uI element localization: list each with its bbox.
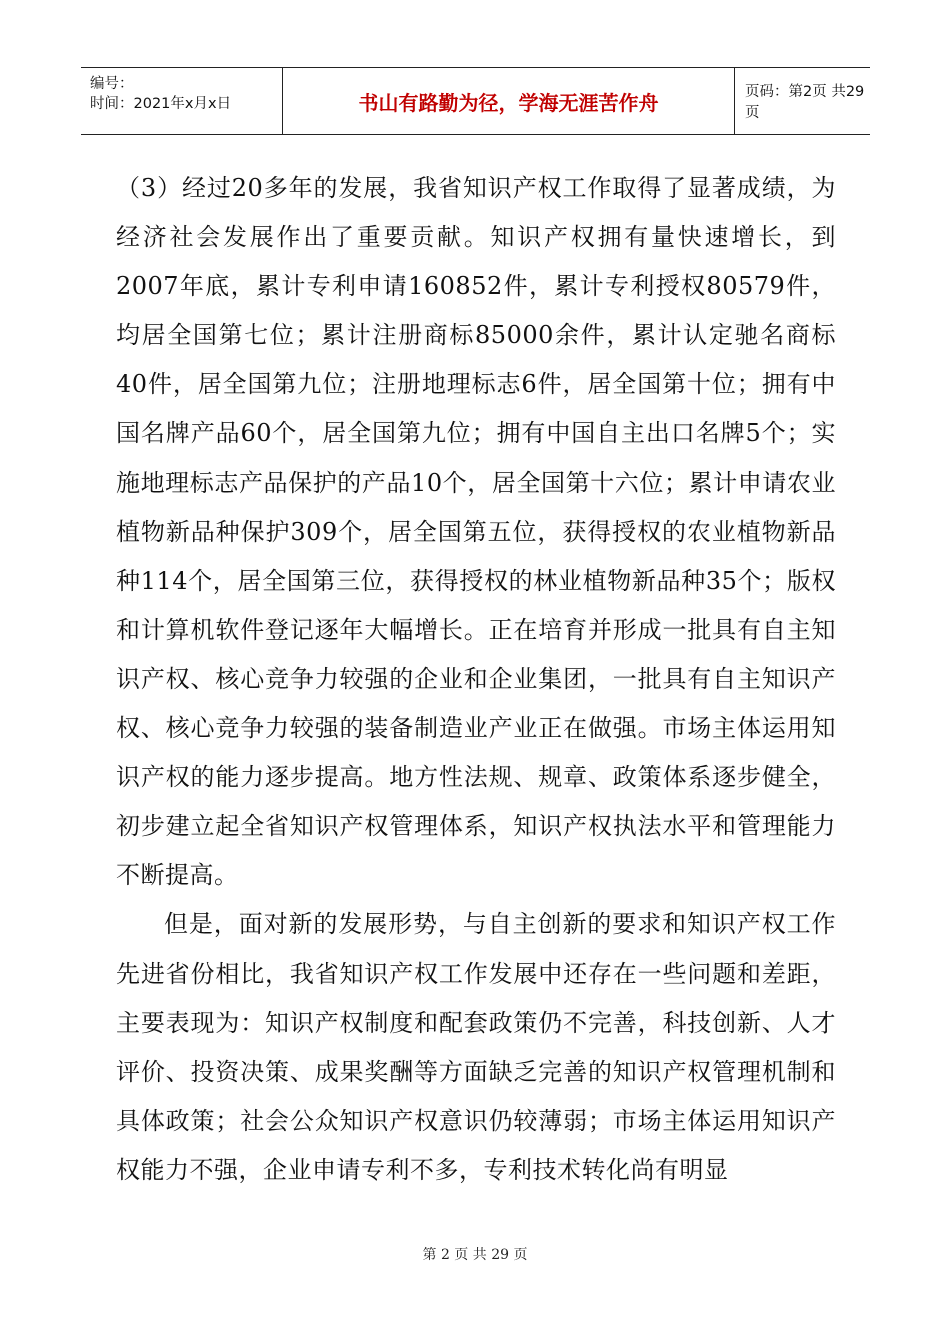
document-body [116, 164, 836, 1195]
body-paragraph: （3）经过20多年的发展，我省知识产权工作取得了显著成绩，为经济社会发展作出了重要贡献。知识产权拥有量快速增长，到2007年底，累计专利申请160852件，累计专利授权80579件，均居全国第七位；累计注册商标85000余件，累计认定驰名商标40件，居全国第九位；注册地理标志6件，居全国第十位；拥有中国名牌产品60个，居全国第九位；拥有中国自主出口名牌5个；实施地理标志产品保护的产品10个，居全国第十六位；累计申请农业植物新品种保护309个，居全国第五位，获得授权的农业植物新品种114个，居全国第三位，获得授权的林业植物新品种35个；版权和计算机软件登记逐年大幅增长。正在培育并形成一批具有自主知识产权、核心竞争力较强的企业和企业集团，一批具有自主知识产权、核心竞争力较强的装备制造业产业正在做强。市场主体运用知识产权的能力逐步提高。地方性法规、规章、政策体系逐步健全，初步建立起全省知识产权管理体系，知识产权执法水平和管理能力不断提高。 [116, 174, 836, 890]
document-time: 时间：2021年x月x日 [90, 96, 232, 112]
page-footer: 第 2 页 共 29 页 [422, 1247, 528, 1263]
header-page-info: 页码：第2页 共29页 [745, 84, 865, 121]
header-motto: 书山有路勤为径，学海无涯苦作舟 [283, 68, 735, 134]
header-meta [81, 68, 283, 134]
body-paragraph: 但是，面对新的发展形势，与自主创新的要求和知识产权工作先进省份相比，我省知识产权工作发展中还存在一些问题和差距，主要表现为：知识产权制度和配套政策仍不完善，科技创新、人才评价、投资决策、成果奖酬等方面缺乏完善的知识产权管理机制和具体政策；社会公众知识产权意识仍较薄弱；市场主体运用知识产权能力不强，企业申请专利不多，专利技术转化尚有明显 [116, 910, 836, 1184]
document-number-label: 编号： [90, 76, 134, 92]
page-header [81, 67, 870, 135]
